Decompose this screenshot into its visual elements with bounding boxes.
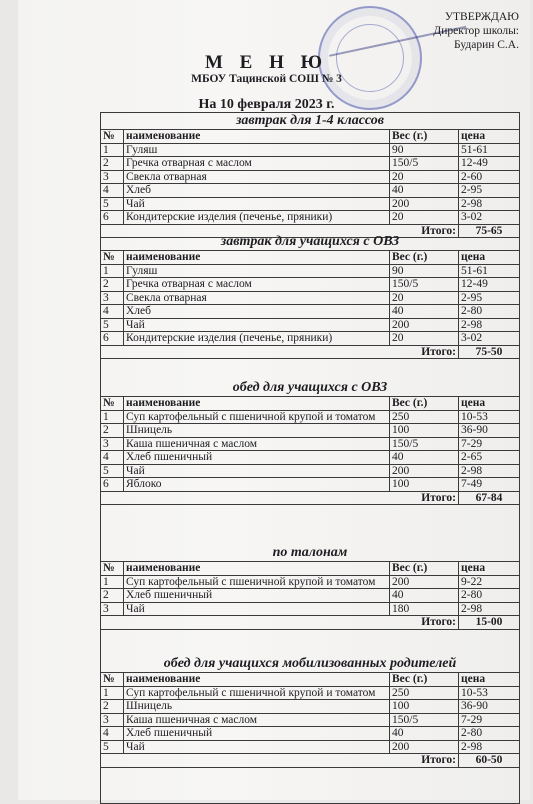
col-price-header: цена [459,673,520,687]
row-price: 2-65 [459,451,520,465]
table-header-row [101,562,520,576]
col-num-header: № [101,562,124,576]
col-name-header: наименование [124,251,390,265]
row-price: 7-49 [459,478,520,492]
row-num: 1 [101,143,124,157]
row-price: 3-02 [459,211,520,225]
table-row [101,332,520,346]
row-weight: 200 [390,740,459,754]
row-num: 4 [101,727,124,741]
table-row [101,197,520,211]
total-value: 75-50 [459,345,520,359]
row-name: Хлеб пшеничный [124,727,390,741]
row-price: 10-53 [459,410,520,424]
row-num: 2 [101,157,124,171]
table-header-row [101,251,520,265]
row-weight: 90 [390,264,459,278]
row-name: Свекла отварная [124,291,390,305]
row-name: Гуляш [124,264,390,278]
row-num: 6 [101,478,124,492]
row-price: 51-61 [459,264,520,278]
row-price: 9-22 [459,575,520,589]
row-num: 2 [101,278,124,292]
row-name: Суп картофельный с пшеничной крупой и томатом [124,410,390,424]
table-row [101,602,520,616]
row-price: 2-95 [459,184,520,198]
table-row [101,451,520,465]
row-weight: 100 [390,700,459,714]
row-name: Кондитерские изделия (печенье, пряники) [124,332,390,346]
row-weight: 40 [390,451,459,465]
menu-table [100,396,520,505]
table-row [101,437,520,451]
table-row [101,305,520,319]
approval-block [433,10,519,52]
row-weight: 150/5 [390,437,459,451]
row-price: 2-80 [459,589,520,603]
total-label: Итого: [101,491,459,505]
col-weight-header: Вес (г.) [390,673,459,687]
row-weight: 150/5 [390,157,459,171]
row-weight: 200 [390,575,459,589]
row-weight: 40 [390,184,459,198]
table-row [101,686,520,700]
col-weight-header: Вес (г.) [390,562,459,576]
row-name: Суп картофельный с пшеничной крупой и томатом [124,575,390,589]
row-num: 1 [101,686,124,700]
row-name: Гречка отварная с маслом [124,278,390,292]
row-price: 7-29 [459,437,520,451]
row-name: Гречка отварная с маслом [124,157,390,171]
row-num: 4 [101,305,124,319]
row-name: Каша пшеничная с маслом [124,713,390,727]
approval-title: УТВЕРЖДАЮ [444,11,519,23]
table-header-row [101,673,520,687]
approval-name: Бударин С.А. [454,39,519,51]
total-value: 60-50 [459,754,520,768]
table-row [101,211,520,225]
col-price-header: цена [459,562,520,576]
row-price: 2-95 [459,291,520,305]
row-weight: 40 [390,305,459,319]
row-weight: 200 [390,197,459,211]
total-value: 75-65 [459,224,520,238]
row-weight: 40 [390,727,459,741]
row-name: Суп картофельный с пшеничной крупой и томатом [124,686,390,700]
table-row [101,464,520,478]
table-row [101,727,520,741]
row-num: 1 [101,575,124,589]
row-num: 2 [101,589,124,603]
table-row [101,184,520,198]
table-row [101,424,520,438]
row-name: Хлеб [124,184,390,198]
row-weight: 100 [390,478,459,492]
col-name-header: наименование [124,673,390,687]
row-weight: 150/5 [390,278,459,292]
col-num-header: № [101,673,124,687]
row-name: Шницель [124,424,390,438]
col-weight-header: Вес (г.) [390,397,459,411]
row-price: 2-98 [459,464,520,478]
approval-position: Директор школы: [433,25,519,37]
section-title: завтрак для учащихся с ОВЗ [220,234,400,249]
table-row [101,170,520,184]
col-name-header: наименование [124,397,390,411]
row-num: 2 [101,424,124,438]
col-num-header: № [101,130,124,144]
table-row [101,410,520,424]
menu-table [100,250,520,359]
row-num: 3 [101,713,124,727]
row-weight: 40 [390,589,459,603]
row-num: 3 [101,602,124,616]
table-row [101,740,520,754]
total-row [101,345,520,359]
row-price: 2-98 [459,602,520,616]
row-weight: 200 [390,318,459,332]
table-row [101,700,520,714]
table-row [101,143,520,157]
row-weight: 200 [390,464,459,478]
menu-section [100,113,520,238]
total-label: Итого: [101,754,459,768]
row-num: 2 [101,700,124,714]
menu-section [100,234,520,359]
row-weight: 100 [390,424,459,438]
row-price: 2-80 [459,305,520,319]
row-price: 2-98 [459,740,520,754]
row-weight: 20 [390,332,459,346]
row-name: Чай [124,464,390,478]
row-price: 12-49 [459,278,520,292]
row-price: 2-98 [459,318,520,332]
row-num: 5 [101,464,124,478]
row-name: Каша пшеничная с маслом [124,437,390,451]
row-num: 6 [101,211,124,225]
row-weight: 20 [390,170,459,184]
col-price-header: цена [459,130,520,144]
table-row [101,589,520,603]
col-weight-header: Вес (г.) [390,130,459,144]
menu-section [100,656,520,768]
row-price: 51-61 [459,143,520,157]
section-title: по талонам [272,545,348,560]
row-name: Хлеб пшеничный [124,589,390,603]
row-num: 4 [101,451,124,465]
row-num: 3 [101,291,124,305]
row-num: 4 [101,184,124,198]
col-price-header: цена [459,397,520,411]
col-num-header: № [101,251,124,265]
row-weight: 90 [390,143,459,157]
row-name: Чай [124,602,390,616]
row-num: 1 [101,410,124,424]
table-row [101,713,520,727]
section-title: обед для учащихся с ОВЗ [232,380,388,395]
menu-table [100,561,520,630]
row-num: 6 [101,332,124,346]
col-price-header: цена [459,251,520,265]
menu-table [100,129,520,238]
row-name: Хлеб [124,305,390,319]
menu-section [100,545,520,630]
total-value: 15-00 [459,616,520,630]
row-price: 10-53 [459,686,520,700]
total-row [101,616,520,630]
row-weight: 20 [390,291,459,305]
table-row [101,278,520,292]
col-num-header: № [101,397,124,411]
row-weight: 250 [390,686,459,700]
col-weight-header: Вес (г.) [390,251,459,265]
table-row [101,291,520,305]
row-price: 36-90 [459,700,520,714]
row-num: 5 [101,197,124,211]
menu-table [100,672,520,768]
row-name: Яблоко [124,478,390,492]
total-row [101,754,520,768]
row-weight: 20 [390,211,459,225]
row-price: 36-90 [459,424,520,438]
col-name-header: наименование [124,562,390,576]
table-row [101,264,520,278]
row-num: 1 [101,264,124,278]
row-name: Хлеб пшеничный [124,451,390,465]
row-name: Гуляш [124,143,390,157]
table-header-row [101,397,520,411]
row-name: Кондитерские изделия (печенье, пряники) [124,211,390,225]
total-label: Итого: [101,224,459,238]
row-price: 2-80 [459,727,520,741]
table-row [101,478,520,492]
row-name: Шницель [124,700,390,714]
row-num: 5 [101,318,124,332]
total-value: 67-84 [459,491,520,505]
table-header-row [101,130,520,144]
row-price: 12-49 [459,157,520,171]
row-weight: 250 [390,410,459,424]
table-row [101,157,520,171]
page-title: М Е Н Ю [204,52,329,73]
section-title: завтрак для 1-4 классов [235,113,385,128]
row-price: 3-02 [459,332,520,346]
row-price: 2-60 [459,170,520,184]
row-num: 3 [101,170,124,184]
row-price: 2-98 [459,197,520,211]
row-name: Свекла отварная [124,170,390,184]
section-title: обед для учащихся мобилизованных родителей [163,656,457,671]
row-weight: 180 [390,602,459,616]
total-label: Итого: [101,616,459,630]
total-row [101,491,520,505]
total-label: Итого: [101,345,459,359]
row-name: Чай [124,318,390,332]
school-name: МБОУ Тацинской СОШ № 3 [191,73,342,85]
menu-date: На 10 февраля 2023 г. [198,97,335,112]
menu-section [100,380,520,505]
table-row [101,318,520,332]
row-name: Чай [124,740,390,754]
row-name: Чай [124,197,390,211]
col-name-header: наименование [124,130,390,144]
row-num: 3 [101,437,124,451]
table-row [101,575,520,589]
row-weight: 150/5 [390,713,459,727]
row-price: 7-29 [459,713,520,727]
row-num: 5 [101,740,124,754]
